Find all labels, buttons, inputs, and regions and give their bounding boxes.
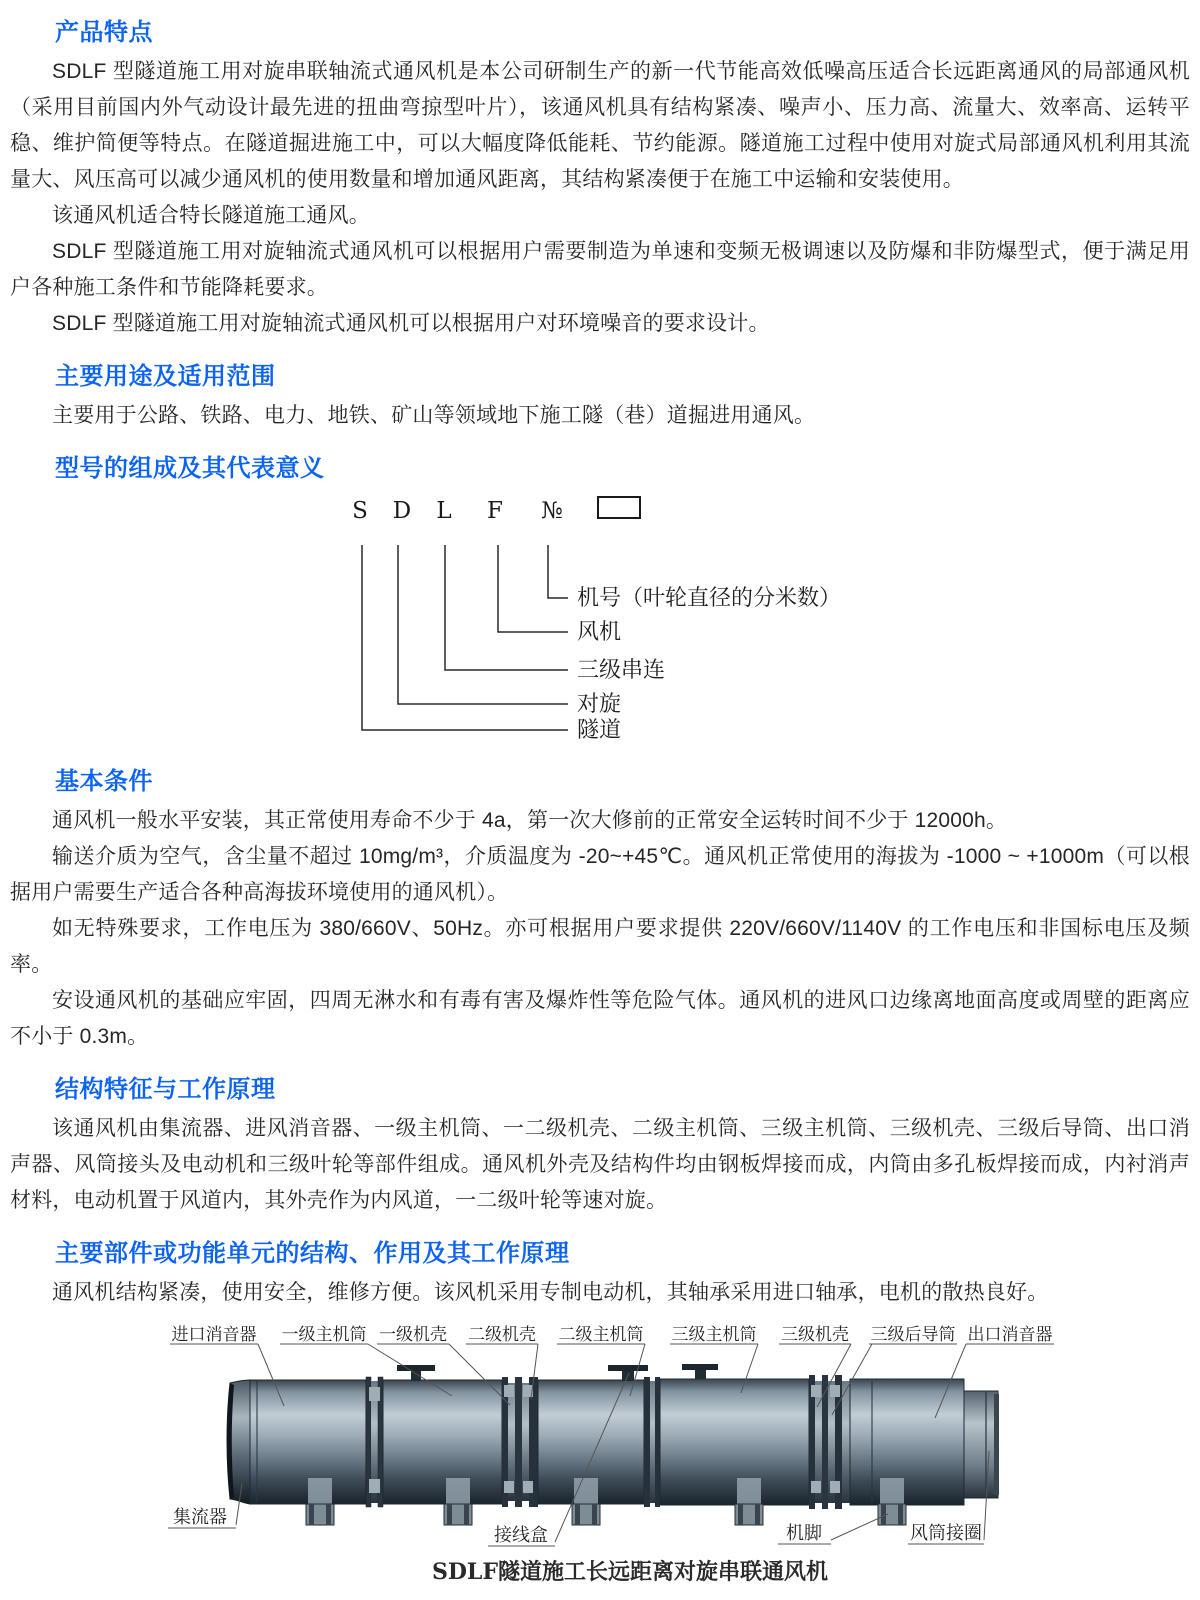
model-line-d — [398, 545, 568, 704]
heading-main-parts: 主要部件或功能单元的结构、作用及其工作原理 — [55, 1240, 570, 1267]
svg-text:一级主机筒: 一级主机筒 — [281, 1325, 367, 1345]
svg-text:三级机壳: 三级机壳 — [781, 1325, 849, 1345]
foot — [306, 1478, 334, 1525]
model-label-machine-number: 机号（叶轮直径的分米数） — [577, 586, 842, 611]
svg-text:三级后导筒: 三级后导筒 — [870, 1325, 956, 1345]
basic-paragraph: 如无特殊要求，工作电压为 380/660V、50Hz。亦可根据用户要求提供 220V/660V/1140V 的工作电压和非国标电压及频率。 — [10, 917, 1190, 976]
model-letter-f: F — [487, 498, 503, 524]
foot — [572, 1478, 600, 1525]
model-label-fan: 风机 — [577, 620, 622, 645]
model-label-three-stage-series: 三级串连 — [577, 658, 666, 683]
model-label-tunnel: 隧道 — [577, 718, 622, 742]
section-stage3-barrel — [660, 1379, 809, 1505]
model-number-box — [598, 497, 640, 518]
label-foot — [778, 1514, 888, 1544]
model-line-s — [362, 545, 568, 730]
heading-product-features: 产品特点 — [55, 19, 153, 46]
model-letter-no: № — [541, 498, 563, 524]
features-paragraph: SDLF 型隧道施工用对旋轴流式通风机可以根据用户需要制造为单速和变频无极调速以及防爆和非防爆型式，便于满足用户各种施工条件和节能降耗要求。 — [10, 240, 1190, 299]
foot — [444, 1478, 472, 1525]
features-paragraph: SDLF 型隧道施工用对旋串联轴流式通风机是本公司研制生产的新一代节能高效低噪高压适合长远距离通风的局部通风机（采用目前国内外气动设计最先进的扭曲弯掠型叶片），该通风机具有结构紧凑、噪声小、压力高、流量大、效率高、运转平稳、维护简便等特点。在隧道掘进施工中，可以大幅度降低能耗、节约能源。隧道施工过程中使用对旋式局部通风机利用其流量大、风压高可以减少通风机的使用数量和增加通风距离，其结构紧凑便于在施工中运输和安装使用。 — [10, 60, 1190, 191]
svg-text:出口消音器: 出口消音器 — [967, 1325, 1053, 1345]
features-paragraph: 该通风机适合特长隧道施工通风。 — [52, 204, 370, 227]
heading-basic-conditions: 基本条件 — [55, 768, 153, 795]
fan-technical-drawing — [10, 1311, 1200, 1600]
fan-diagram-caption: SDLF隧道施工长远距离对旋串联通风机 — [431, 1559, 829, 1585]
duct-collar — [964, 1391, 999, 1498]
model-letter-l: L — [436, 498, 452, 524]
features-paragraph: SDLF 型隧道施工用对旋轴流式通风机可以根据用户对环境噪音的要求设计。 — [52, 312, 770, 335]
heading-structure-principle: 结构特征与工作原理 — [55, 1076, 276, 1103]
section-outlet-silencer — [850, 1379, 964, 1505]
flange-ring-1 — [366, 1377, 383, 1507]
svg-text:进口消音器: 进口消音器 — [171, 1325, 257, 1345]
heading-usage-scope: 主要用途及适用范围 — [55, 363, 276, 390]
foot — [878, 1478, 906, 1525]
svg-text:一级机壳: 一级机壳 — [379, 1325, 447, 1345]
model-line-f — [498, 545, 568, 632]
svg-text:集流器: 集流器 — [173, 1507, 227, 1528]
usage-paragraph: 主要用于公路、铁路、电力、地铁、矿山等领域地下施工隧（巷）道掘进用通风。 — [52, 404, 816, 427]
svg-text:三级主机筒: 三级主机筒 — [671, 1325, 757, 1345]
junction-box-2 — [608, 1365, 648, 1381]
basic-paragraph: 通风机一般水平安装，其正常使用寿命不少于 4a，第一次大修前的正常安全运转时间不少于 12000h。 — [52, 809, 1008, 832]
section-stage1-barrel — [383, 1380, 502, 1504]
casing-rings-stage3 — [809, 1375, 850, 1509]
model-letter-s: S — [352, 498, 368, 524]
svg-text:机脚: 机脚 — [786, 1523, 822, 1544]
svg-text:二级机壳: 二级机壳 — [468, 1325, 536, 1345]
parts-paragraph: 通风机结构紧凑，使用安全，维修方便。该风机采用专制电动机，其轴承采用进口轴承，电机的散热良好。 — [52, 1281, 1049, 1304]
svg-text:接线盒: 接线盒 — [494, 1525, 548, 1546]
basic-paragraph: 安设通风机的基础应牢固，四周无淋水和有毒有害及爆炸性等危险气体。通风机的进风口边缘离地面高度或周壁的距离应不小于 0.3m。 — [10, 989, 1190, 1048]
casing-rings-stage12 — [502, 1377, 538, 1507]
junction-box-1 — [397, 1365, 435, 1381]
model-designation-diagram — [10, 490, 1200, 747]
fan-body — [227, 1364, 999, 1525]
heading-model-meaning: 型号的组成及其代表意义 — [55, 455, 325, 482]
model-line-l — [445, 545, 568, 670]
structure-paragraph: 该通风机由集流器、进风消音器、一级主机筒、一二级机壳、二级主机筒、三级主机筒、三级机壳、三级后导筒、出口消声器、风筒接头及电动机和三级叶轮等部件组成。通风机外壳及结构件均由钢板焊接而成，内筒由多孔板焊接而成，内衬消声材料，电动机置于风道内，其外壳作为内风道，一二级叶轮等速对旋。 — [10, 1117, 1190, 1212]
model-label-counter-rotating: 对旋 — [577, 692, 622, 717]
flange-ring-2 — [644, 1377, 660, 1507]
svg-text:二级主机筒: 二级主机筒 — [558, 1325, 644, 1345]
svg-text:风筒接圈: 风筒接圈 — [910, 1523, 982, 1544]
foot — [735, 1478, 763, 1525]
basic-paragraph: 输送介质为空气，含尘量不超过 10mg/m³，介质温度为 -20~+45℃。通风机正常使用的海拔为 -1000 ~ +1000m（可以根据用户需要生产适合各种高海拔环境使用的通风机）。 — [10, 845, 1190, 904]
model-letter-d: D — [392, 498, 412, 524]
junction-box-3 — [682, 1364, 718, 1379]
model-line-no — [548, 545, 568, 598]
